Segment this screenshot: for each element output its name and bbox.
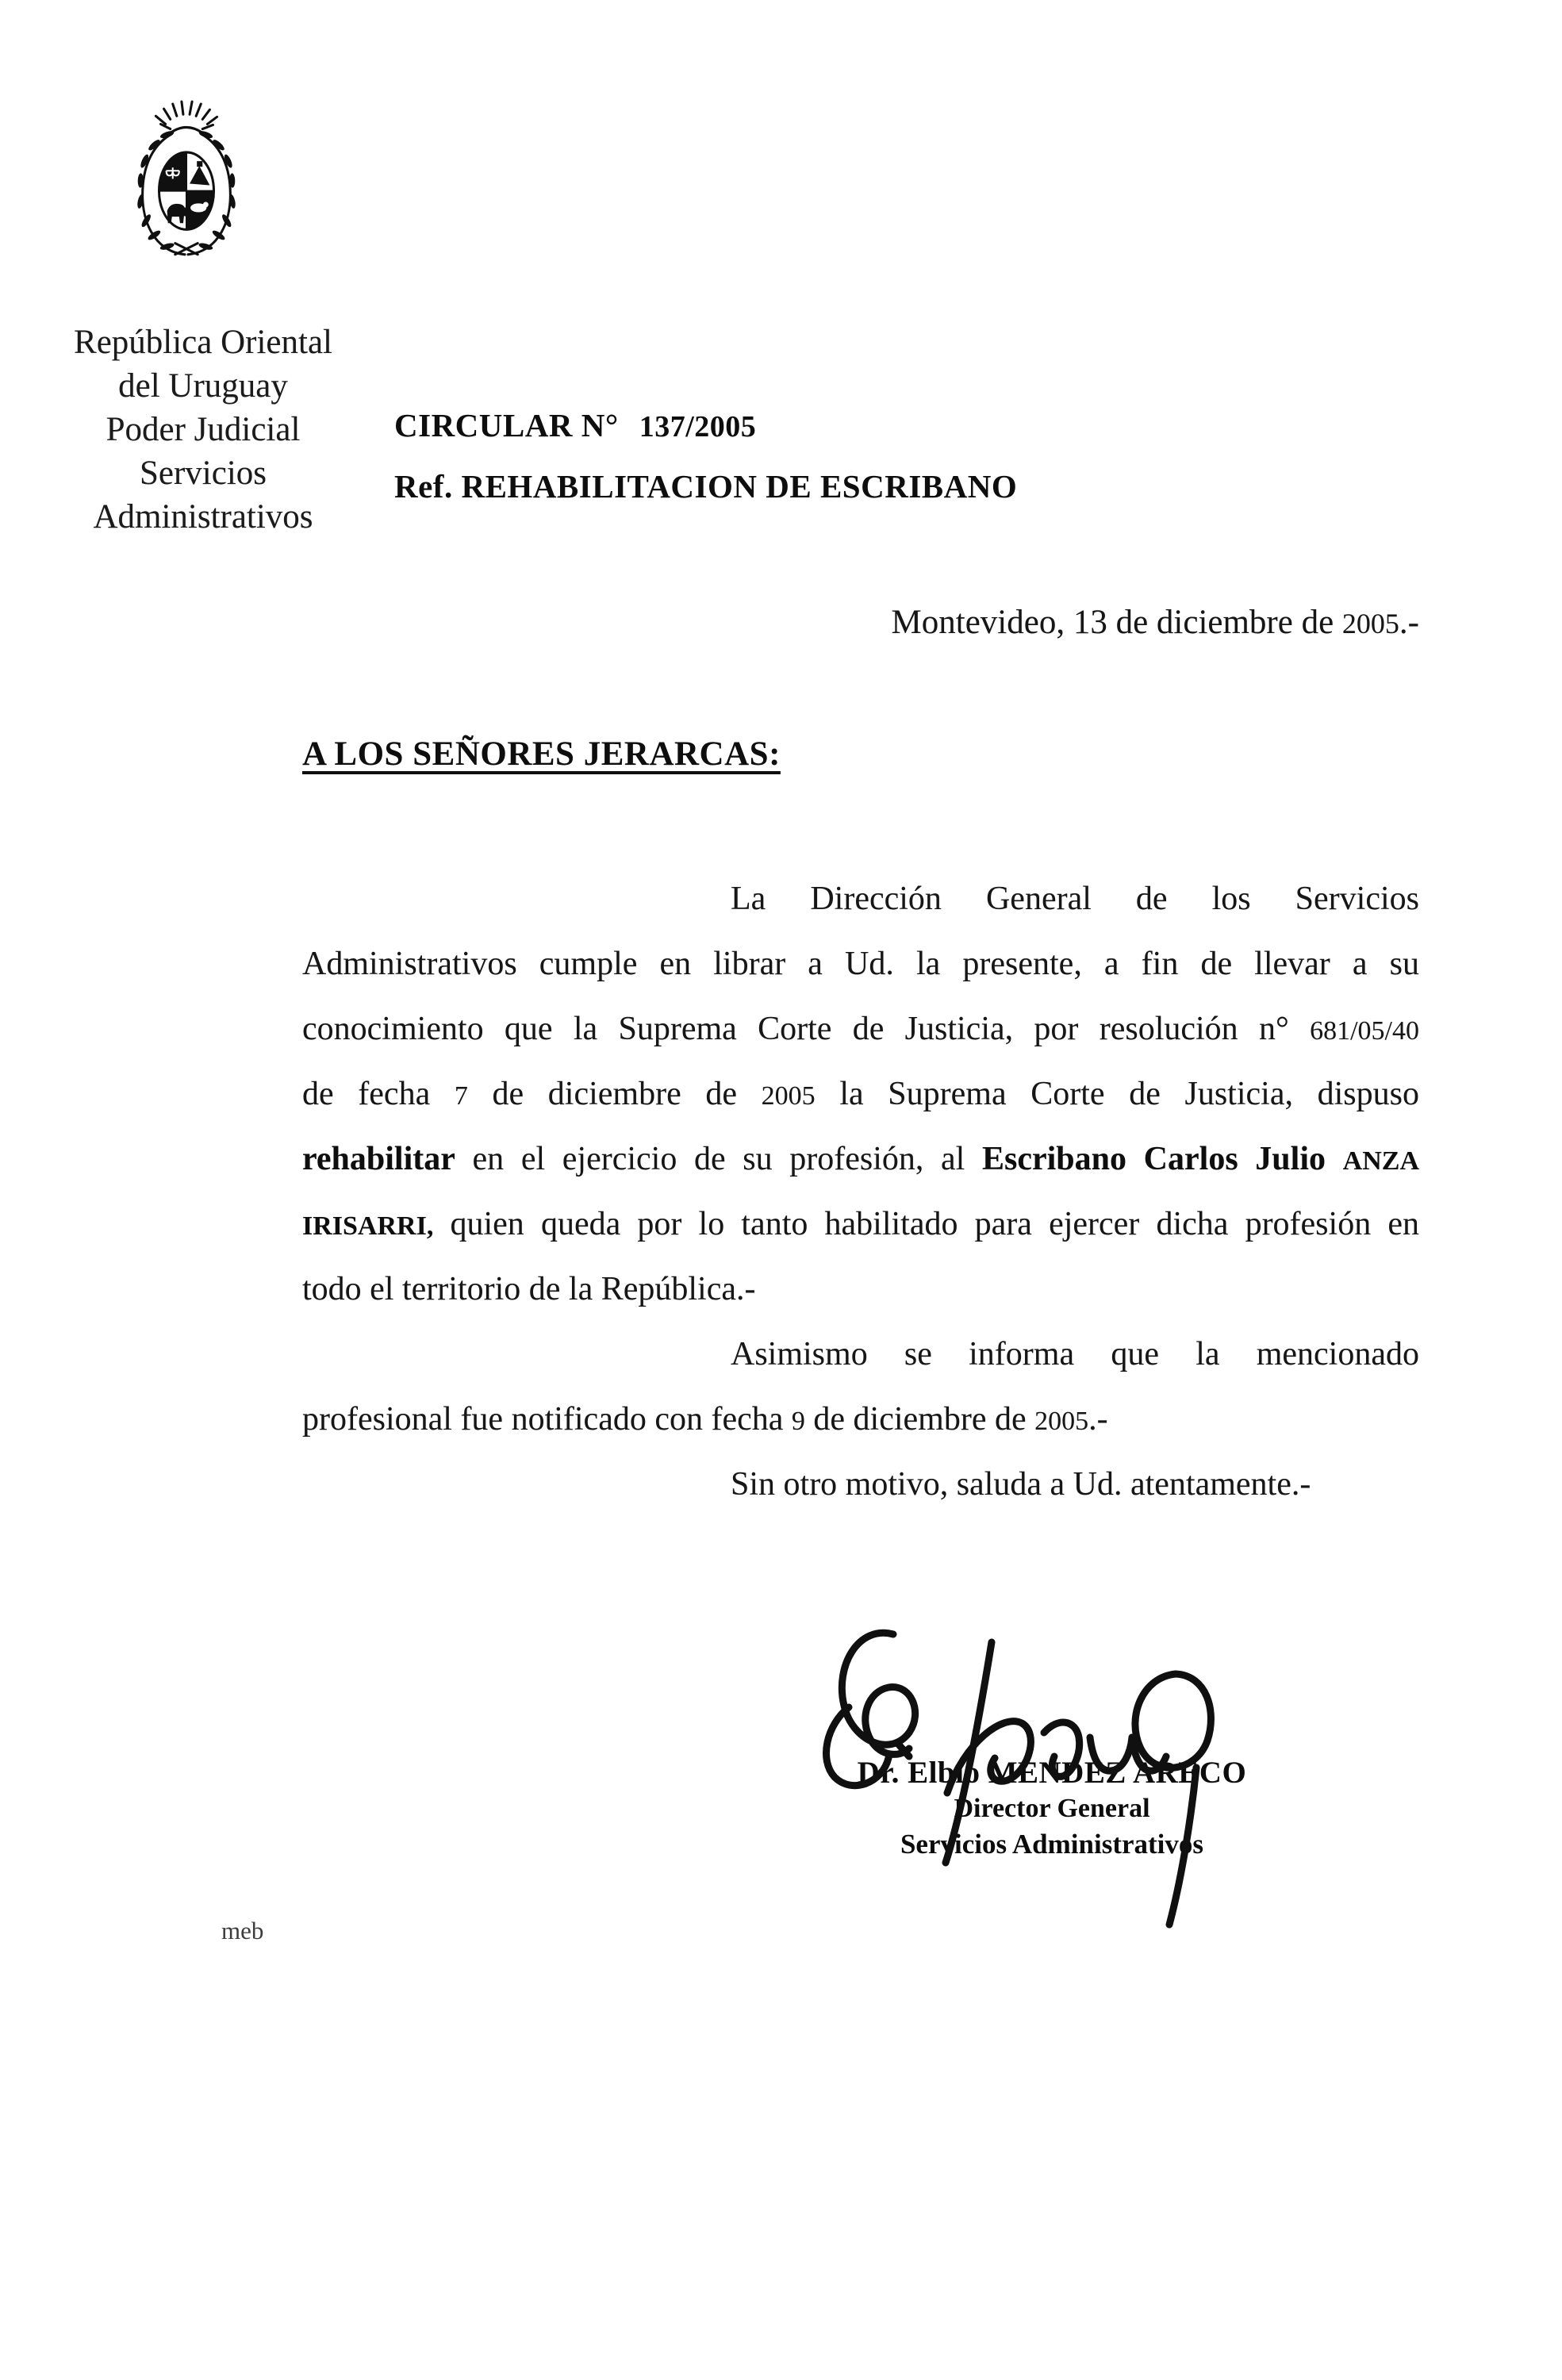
body-segment: IRISARRI, [302, 1211, 434, 1241]
body-segment: .- [1088, 1401, 1108, 1438]
dateline [302, 603, 1419, 642]
circular-number: 137/2005 [639, 410, 757, 443]
dateline-text: Montevideo, 13 de diciembre de [891, 604, 1342, 641]
body-line [302, 996, 1419, 1061]
body-line [302, 1257, 1419, 1322]
body-segment: todo el territorio de la República.- [302, 1271, 756, 1307]
letterhead-line: Servicios [139, 455, 267, 492]
body-segment: la Suprema Corte de Justicia, dispuso [815, 1076, 1419, 1112]
body-line [302, 1127, 1419, 1192]
salutation: A LOS SEÑORES JERARCAS: [302, 735, 781, 773]
dateline-suffix: .- [1399, 604, 1419, 641]
body-segment: 7 [454, 1081, 468, 1111]
body-segment: de diciembre de [804, 1401, 1035, 1438]
body-line [302, 1452, 1419, 1517]
body-line [302, 1061, 1419, 1127]
circular-label: CIRCULAR N° [394, 407, 619, 443]
letterhead-line: República Oriental [74, 324, 332, 361]
body-line [302, 931, 1419, 996]
typist-initials: meb [221, 1917, 264, 1944]
body-segment: en el ejercicio de su profesión, al [455, 1141, 982, 1177]
signature-department: Servicios Administrativos [900, 1829, 1204, 1860]
dateline-year: 2005 [1341, 608, 1399, 639]
body-segment: ANZA [1342, 1146, 1419, 1176]
body-segment: 9 [791, 1407, 805, 1436]
body-segment: Administrativos cumple en librar a Ud. la presente, a fin de llevar a su [302, 946, 1419, 982]
uruguay-coat-of-arms-icon [129, 100, 244, 265]
body-segment: profesional fue notificado con fecha [302, 1401, 792, 1438]
body-segment: de diciembre de [467, 1076, 762, 1112]
body-segment: de fecha [302, 1076, 455, 1112]
body-segment: quien queda por lo tanto habilitado para ejercer dicha profesión en [433, 1206, 1419, 1242]
body-line [302, 1387, 1419, 1452]
body-segment: 681/05/40 [1310, 1016, 1419, 1046]
letterhead-line: Administrativos [93, 498, 313, 536]
body-segment: Sin otro motivo, saluda a Ud. atentamente.- [731, 1466, 1311, 1503]
body-line [302, 866, 1419, 931]
body-segment: La Dirección General de los Servicios [731, 881, 1419, 917]
signature-name: Dr. Elbio MENDEZ ARECO [857, 1756, 1247, 1790]
body-line [302, 1192, 1419, 1257]
body-segment: rehabilitar [302, 1141, 455, 1177]
letterhead-line: Poder Judicial [106, 411, 301, 448]
body-segment: Asimismo se informa que la mencionado [731, 1336, 1419, 1372]
letterhead-line: del Uruguay [118, 367, 288, 405]
signature-title: Director General [954, 1794, 1150, 1823]
ref-heading: Ref. REHABILITACION DE ESCRIBANO [394, 468, 1018, 505]
body-text [302, 866, 1419, 1517]
body-segment: Escribano Carlos Julio [982, 1141, 1343, 1177]
letterhead [22, 321, 384, 539]
body-segment: 2005 [761, 1081, 816, 1111]
body-segment: conocimiento que la Suprema Corte de Justicia, por resolución n° [302, 1011, 1311, 1047]
body-line [302, 1322, 1419, 1387]
circular-heading [394, 406, 756, 444]
body-segment: 2005 [1034, 1407, 1089, 1436]
